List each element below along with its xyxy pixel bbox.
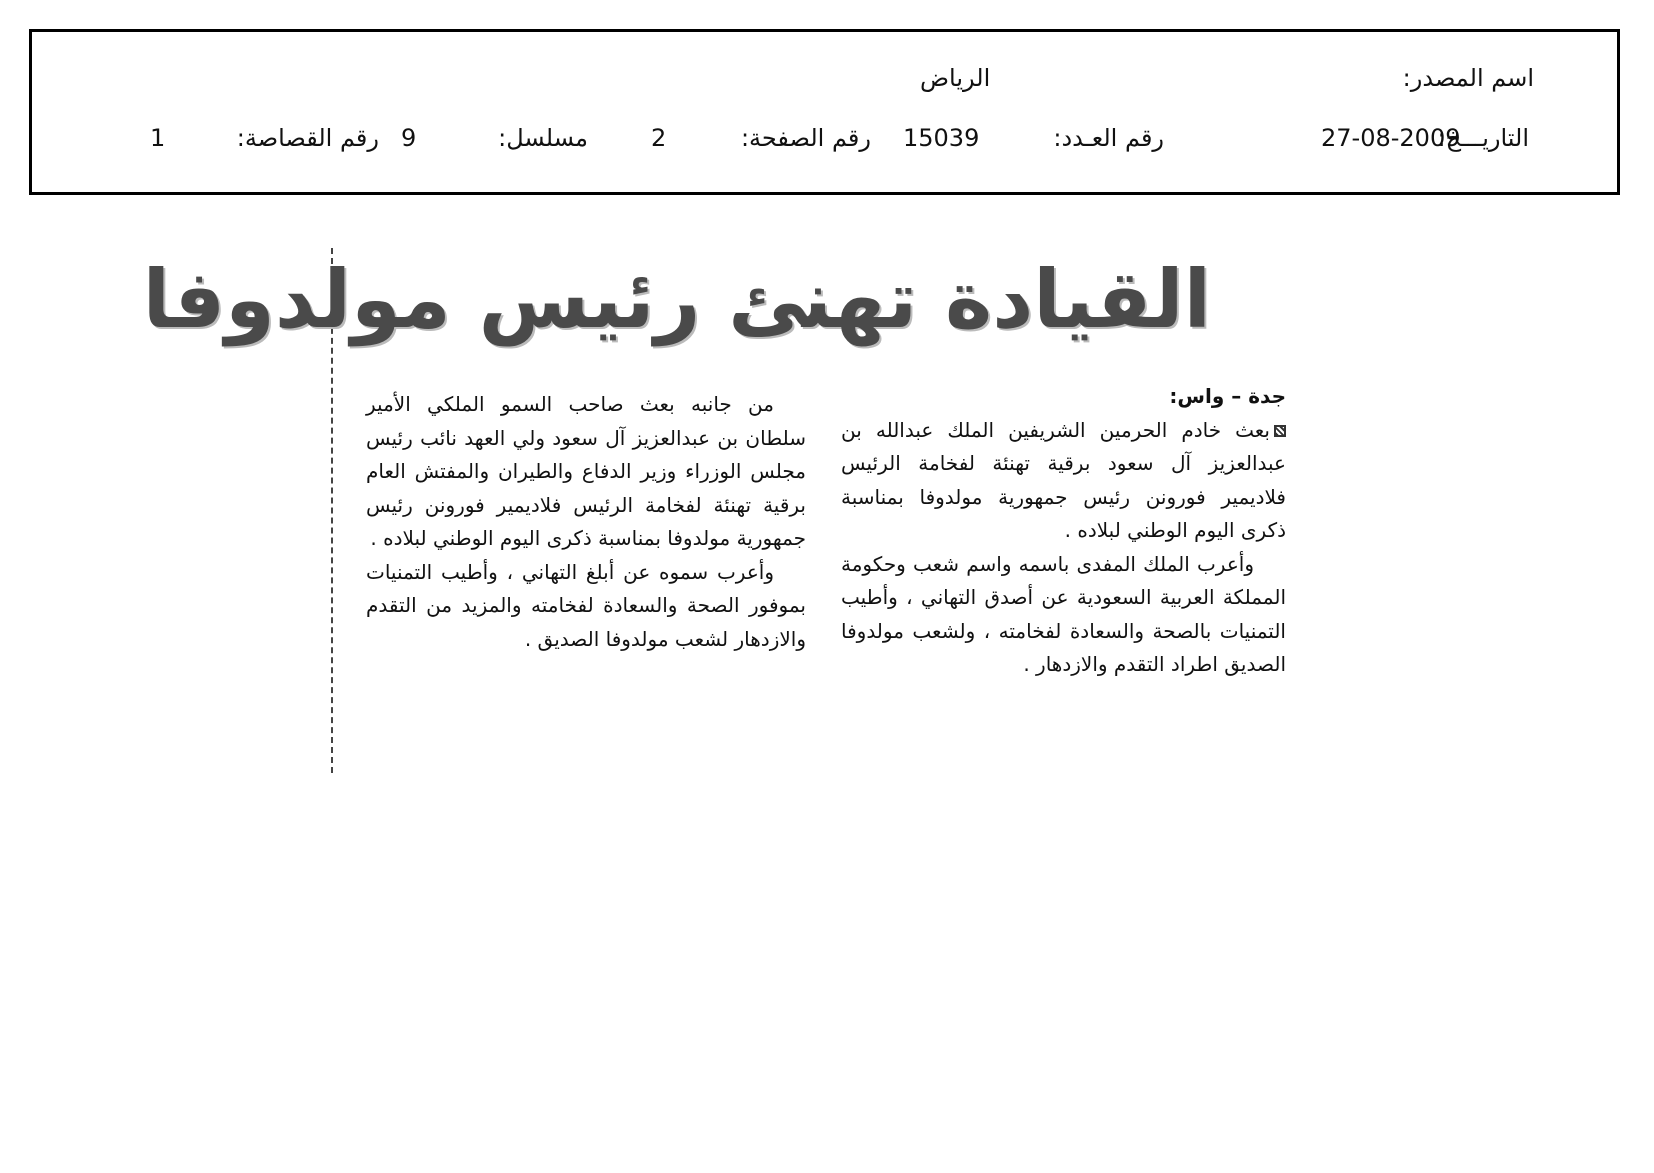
article-left-column	[366, 388, 806, 656]
source-label: اسم المصدر:	[1402, 64, 1534, 92]
article-dateline: جدة – واس:	[1169, 384, 1286, 408]
article-paragraph: وأعرب سموه عن أبلغ التهاني ، وأطيب التمنيات بموفور الصحة والسعادة لفخامته والمزيد من التقدم والازدهار لشعب مولدوفا الصديق .	[366, 559, 806, 651]
clipping-header-box	[29, 29, 1620, 195]
article-right-column	[841, 380, 1286, 682]
date-label: التاريـــخ:	[1437, 124, 1529, 152]
issue-value: 15039	[903, 124, 980, 152]
article-paragraph-text: بعث خادم الحرمين الشريفين الملك عبدالله بن عبدالعزيز آل سعود برقية تهنئة لفخامة الرئيس فلاديمير فورونن رئيس جمهورية مولدوفا بمناسبة ذكرى اليوم الوطني لبلاده .	[841, 417, 1286, 542]
serial-value: 9	[401, 124, 417, 152]
date-value: 27-08-2009	[1321, 124, 1461, 152]
article-paragraph: من جانبه بعث صاحب السمو الملكي الأمير سلطان بن عبدالعزيز آل سعود ولي العهد نائب رئيس مجلس الوزراء وزير الدفاع والطيران والمفتش العام برقية تهنئة لفخامة الرئيس فلاديمير فورونن رئيس جمهورية مولدوفا بمناسبة ذكرى اليوم الوطني لبلاده .	[366, 392, 806, 550]
clip-label: رقم القصاصة:	[236, 124, 379, 152]
serial-label: مسلسل:	[498, 124, 588, 152]
article-headline: القيادة تهنئ رئيس مولدوفا	[142, 253, 1211, 346]
square-bullet-icon	[1274, 425, 1286, 437]
page-label: رقم الصفحة:	[740, 124, 871, 152]
article-clipping	[142, 248, 1286, 773]
issue-label: رقم العـدد:	[1053, 124, 1164, 152]
article-paragraph	[841, 414, 1286, 548]
article-paragraph: وأعرب الملك المفدى باسمه واسم شعب وحكومة المملكة العربية السعودية عن أصدق التهاني ، وأطيب التمنيات بالصحة والسعادة لفخامته ، ولشعب مولدوفا الصديق اطراد التقدم والازدهار .	[841, 551, 1286, 676]
clip-value: 1	[150, 124, 166, 152]
page-value: 2	[651, 124, 667, 152]
source-value: الرياض	[920, 64, 991, 92]
